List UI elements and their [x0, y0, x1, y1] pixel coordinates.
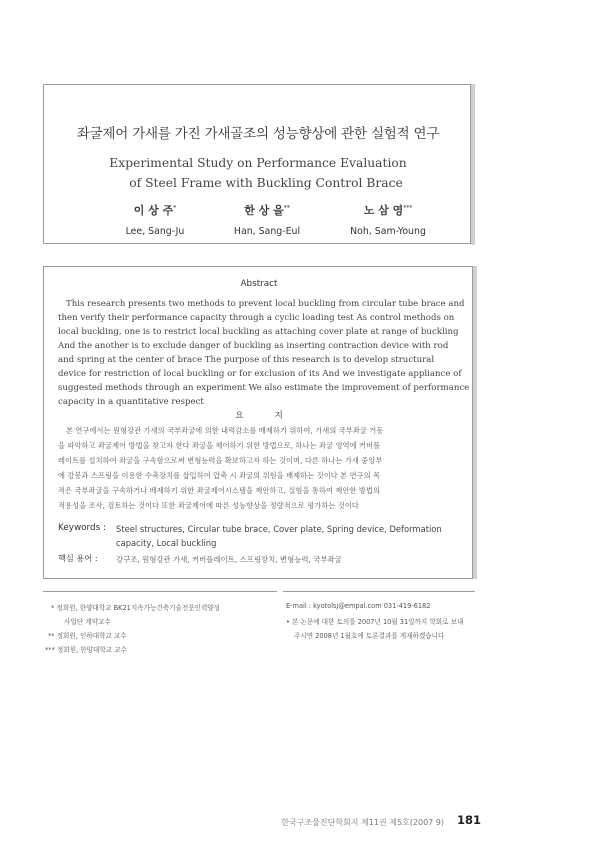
abstract-heading: Abstract — [240, 279, 278, 289]
footnote-email: E-mail : kyotolsj@empal.com 031-419-6182 — [286, 602, 431, 610]
author-2-name-ko: 한 상 을 — [244, 204, 284, 217]
author-3-name-en: Noh, Sam-Young — [350, 226, 426, 237]
abstract-line: and spring at the center of brace The purpose of this research is to develop structural — [58, 355, 435, 365]
footnote-author-2: ** 정회원, 인하대학교 교수 — [48, 632, 127, 640]
journal-citation: 한국구조물진단학회지 제11권 제5호(2007 9) — [281, 818, 444, 827]
abstract-line: local buckling, one is to restrict local buckling as attaching cover plate at range of buckling — [58, 327, 459, 337]
footnote-author-1-cont: 사업단 계약교수 — [64, 618, 111, 626]
summary-heading: 요 지 — [235, 411, 297, 421]
footnote-author-3: *** 정회원, 한양대학교 교수 — [45, 646, 127, 654]
keywords-en-line2: capacity, Local buckling — [116, 538, 217, 548]
abstract-box-shadow — [473, 266, 477, 579]
author-1-mark: * — [173, 204, 177, 212]
paper-title-korean: 좌굴제어 가새를 가진 가새골조의 성능향상에 관한 실험적 연구 — [76, 126, 440, 142]
summary-line: 적용성을 조사, 검토하는 것이다 또한 좌굴제어에 따른 성능향상을 정량적으로 평가하는 것이다 — [58, 501, 359, 510]
author-2-name-en: Han, Sang-Eul — [233, 226, 301, 237]
author-2-mark: ** — [283, 204, 290, 212]
footnote-divider-left — [43, 591, 277, 592]
page-number: 181 — [457, 813, 482, 827]
author-2 — [212, 202, 322, 237]
abstract-box — [43, 266, 473, 579]
abstract-line: This research presents two methods to prevent local buckling from circular tube brace and — [66, 299, 465, 309]
abstract-line: suggested methods through an experiment We also estimate the improvement of performance — [58, 383, 470, 393]
footnote-discussion-cont: 주시면 2008년 1월호에 토론결과를 게재하겠습니다 — [294, 632, 445, 640]
footnote-divider-right — [283, 591, 475, 592]
title-box-shadow — [471, 84, 475, 245]
summary-line: 레이트를 설치하여 좌굴을 구속함으로써 변형능력을 확보하고자 하는 것이며, 다른 하나는 가새 중앙부 — [58, 456, 383, 465]
author-3 — [328, 202, 448, 237]
author-1 — [100, 202, 210, 237]
author-1-name-ko: 이 상 주 — [133, 204, 174, 217]
paper-title-english-line1: Experimental Study on Performance Evaluation — [109, 156, 407, 170]
summary-line: 에 강봉과 스프링을 이용한 수축장치를 삽입하여 압축 시 좌굴의 위험을 배제하는 것이다 본 연구의 목 — [58, 471, 381, 480]
footnote-discussion: • 본 논문에 대한 토의를 2007년 10월 31일까지 학회로 보내 — [286, 618, 464, 626]
title-box — [43, 84, 471, 244]
summary-line: 적은 국부좌굴을 구속하거나 배제하기 위한 좌굴제어시스템을 제안하고, 실험을 통하여 제안한 방법의 — [58, 486, 381, 495]
abstract-line: then verify their performance capacity through a cyclic loading test As control methods on — [58, 313, 455, 323]
abstract-line: device for restriction of local buckling or for exclusion of its And we investigate appliance of — [58, 369, 462, 379]
abstract-line: And the another is to exclude danger of buckling as inserting contraction device with rod — [58, 341, 449, 351]
abstract-line: capacity in a quantitative respect — [58, 397, 204, 407]
author-3-mark: *** — [403, 204, 413, 212]
keywords-en-line1: Steel structures, Circular tube brace, Cover plate, Spring device, Deformation — [116, 524, 442, 534]
keywords-ko: 강구조, 원형강관 가새, 커버플레이트, 스프링장치, 변형능력, 국부좌굴 — [116, 555, 342, 564]
summary-line: 본 연구에서는 원형강관 가새의 국부좌굴에 의한 내력감소를 배제하기 위하여, 가새의 국부좌굴 거동 — [66, 426, 384, 435]
keywords-ko-label: 핵심 용어 : — [58, 553, 98, 563]
paper-title-english-line2: of Steel Frame with Buckling Control Brace — [129, 176, 403, 190]
keywords-label: Keywords : — [58, 523, 106, 533]
summary-line: 을 파악하고 좌굴제어 방법을 찾고자 한다 좌굴을 제어하기 위한 방법으로, 하나는 좌굴 영역에 커버플 — [58, 441, 381, 450]
footnote-author-1: * 정회원, 한양대학교 BK21지속가능건축기술전문인력양성 — [51, 604, 221, 612]
author-1-name-en: Lee, Sang-Ju — [125, 226, 185, 237]
author-3-name-ko: 노 삼 영 — [363, 204, 404, 217]
